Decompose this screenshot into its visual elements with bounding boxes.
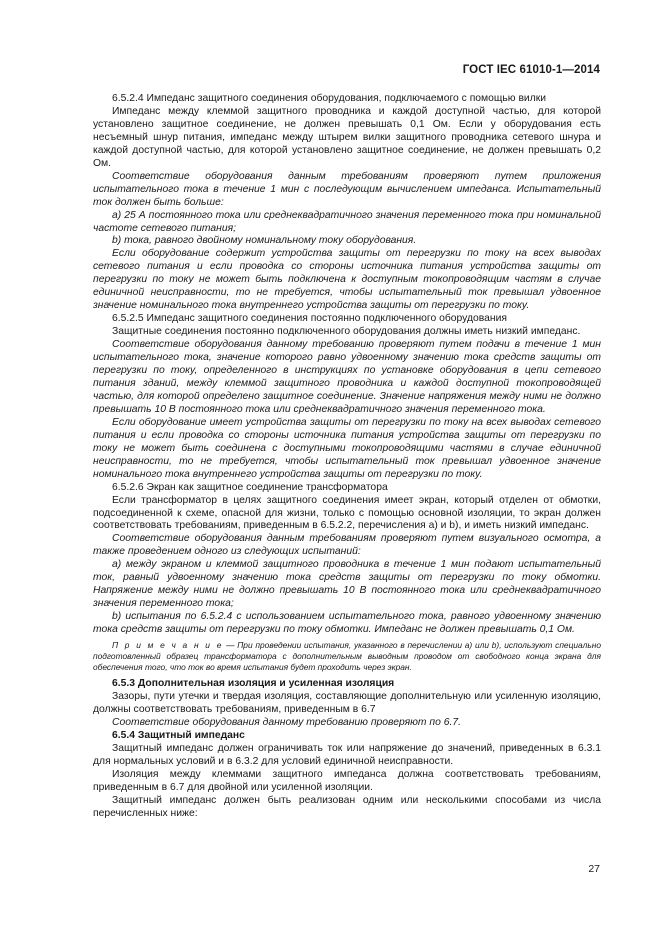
compliance-paragraph: Соответствие оборудования данным требованиям проверяют путем визуального осмотра, а также проведением одного из следующих испытаний: [93, 533, 601, 558]
compliance-paragraph: Соответствие оборудования данным требованиям проверяют путем приложения испытательного тока в течение 1 мин с последующим вычислением импеданса. Испытательный ток должен быть больше: [93, 170, 601, 208]
paragraph: Защитный импеданс должен ограничивать ток или напряжение до значений, приведенных в 6.3.1 для нормальных условий и в 6.3.2 для условий единичной неисправности. [93, 742, 601, 767]
clause-heading-6-5-2-6: 6.5.2.6 Экран как защитное соединение трансформатора [112, 481, 388, 493]
paragraph: Изоляция между клеммами защитного импеданса должна соответствовать требованиям, приведенным в 6.7 для двойной или усиленной изоляции. [93, 768, 601, 793]
paragraph: Зазоры, пути утечки и твердая изоляция, составляющие дополнительную или усиленную изоляцию, должны соответствовать требованиям, приведенным в 6.7 [93, 690, 601, 715]
clause-heading-6-5-2-4: 6.5.2.4 Импеданс защитного соединения оборудования, подключаемого с помощью вилки [112, 93, 547, 104]
note [93, 640, 601, 673]
page-number: 27 [588, 863, 600, 875]
note-text: — При проведении испытания, указанного в перечислении a) или b), используют специально подготовленный образец трансформатора с дополнительным выводным проводом от свободного конца экрана для обеспечения того, что ток во время испытания будет проходить через экран. [93, 640, 601, 673]
compliance-paragraph: Соответствие оборудования данному требованию проверяют путем подачи в течение 1 мин испытательного тока, значение которого равно удвоенному значению тока средств защиты от перегрузки по току, определенного в инструкциях по установке оборудования в цепи сетевого питания зданий, между клеммой защитного проводника и каждой доступной токопроводящей частью, для которой определено защитное соединение. Значение напряжения между ними не должно превышать 10 В постоянного тока или среднеквадратичного значения переменного тока. [93, 339, 601, 415]
list-item-b: b) испытания по 6.5.2.4 с использованием испытательного тока, равного удвоенному значению тока средств защиты от перегрузки по току обмотки. Импеданс не должен превышать 0,1 Ом. [93, 611, 601, 636]
document-header: ГОСТ IEC 61010-1—2014 [462, 64, 600, 76]
compliance-paragraph: Если оборудование содержит устройства защиты от перегрузки по току на всех выводах сетевого питания и если проводка со стороны источника питания устройства защиты от перегрузки по току не может быть подключена к доступным токопроводящим частям в случае единичной неисправности, то не требуется, чтобы испытательный ток превышал удвоенное значение номинального тока внутреннего устройства защиты от перегрузки по току. [93, 248, 601, 312]
clause-heading-6-5-2-5: 6.5.2.5 Импеданс защитного соединения постоянно подключенного оборудования [112, 313, 508, 325]
note-label: П р и м е ч а н и е [112, 640, 224, 651]
paragraph: Защитные соединения постоянно подключенного оборудования должны иметь низкий импеданс. [112, 326, 581, 338]
list-item-a: a) между экраном и клеммой защитного проводника в течение 1 мин подают испытательный ток, равный удвоенному значению тока средств защиты от перегрузки по току обмотки. Напряжение между ними не должно превышать 10 В постоянного тока или среднеквадратичного значения переменного тока; [93, 559, 601, 610]
page-content [93, 93, 601, 821]
compliance-paragraph: Соответствие оборудования данному требованию проверяют по 6.7. [112, 716, 461, 728]
paragraph: Импеданс между клеммой защитного проводника и каждой доступной частью, для которой установлено защитное соединение, не должен превышать 0,1 Ом. Если у оборудования есть несъемный шнур питания, импеданс между штырем вилки защитного проводника сетевого шнура и каждой доступной частью, для которой установлено защитное соединение, не должен превышать 0,2 Ом. [93, 105, 601, 169]
section-heading-6-5-4: 6.5.4 Защитный импеданс [112, 729, 245, 741]
compliance-paragraph: Если оборудование имеет устройства защиты от перегрузки по току на всех выводах сетевого питания и если проводка со стороны источника питания устройства защиты от перегрузки по току не может быть соединена с доступными токопроводящими частями в случае единичной неисправности, то не требуется, чтобы испытательный ток превышал удвоенное значение номинального тока внутреннего устройства защиты от перегрузки по току. [93, 416, 601, 480]
section-heading-6-5-3: 6.5.3 Дополнительная изоляция и усиленная изоляция [112, 678, 395, 690]
list-item-a: a) 25 А постоянного тока или среднеквадратичного значения переменного тока при номинальной частоте сетевого питания; [93, 209, 601, 234]
paragraph: Защитный импеданс должен быть реализован одним или несколькими способами из числа перечисленных ниже: [93, 794, 601, 819]
list-item-b: b) тока, равного двойному номинальному току оборудования. [112, 235, 417, 247]
paragraph: Если трансформатор в целях защитного соединения имеет экран, который отделен от обмотки, подсоединенной к схеме, опасной для жизни, только с помощью основной изоляции, то экран должен соответствовать требованиям, приведенным в 6.5.2.2, перечисления a) и b), и иметь низкий импеданс. [93, 494, 601, 532]
